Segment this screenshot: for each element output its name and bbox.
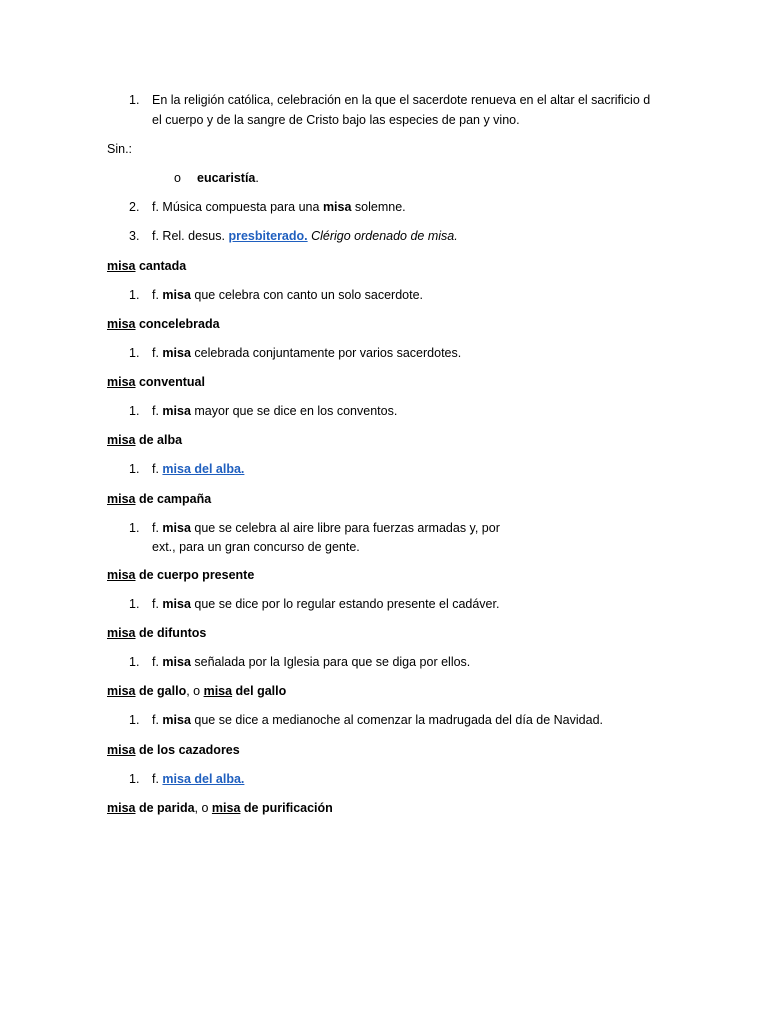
headword-link[interactable]: misa — [107, 317, 136, 331]
definition-text: el cuerpo y de la sangre de Cristo bajo las especies de pan y vino. — [152, 113, 520, 127]
headword-link[interactable]: misa — [107, 375, 136, 389]
headword-link[interactable]: misa — [107, 684, 136, 698]
list-number: 1. — [129, 93, 140, 107]
synonym-word: eucaristía — [197, 171, 256, 185]
headword-link[interactable]: misa — [107, 568, 136, 582]
misa-del-alba-link[interactable]: misa del alba. — [162, 462, 245, 476]
misa-del-alba-link[interactable]: misa del alba. — [162, 772, 245, 786]
headword-link[interactable]: misa — [203, 684, 233, 698]
document-page: 1. En la religión católica, celebración en la que el sacerdote renueva en el altar el sacrificio d el cuerpo y de la sangre de Cristo bajo las especies de pan y vino. Sin.: o eucaristía. 2. f. Música compuesta para una misa solemne. 3. f. Rel. desus. presbiterado. Clérigo ordenado de misa. misa cantada 1. f. misa que celebra con canto un solo sacerdote. misa concelebrada 1. f. misa celebrada conjuntamente por varios sacerdotes. misa conventual 1. f. misa mayor que se dice en los conventos. misa de alba 1. f. misa del alba. misa de campaña 1. f. misa que se celebra al aire libre para fuerzas armadas y, por ext., para un gran concurso de gente. misa de cuerpo presente 1. f. misa que se dice por lo regular estando presente el cadáver. misa de difuntos 1. f. misa señalada por la Iglesia para que se diga por ellos. misa de gallo, o misa del gallo 1. f. misa que se dice a medianoche al comenzar la madrugada del día de Navidad. misa de los cazadores 1. f. misa del alba. misa de parida, o misa de purificación — [107, 93, 651, 815]
headword-link[interactable]: misa — [107, 626, 136, 640]
headword-link[interactable]: misa — [211, 801, 241, 815]
definition-text: En la religión católica, celebración en la que el sacerdote renueva en el altar el sacrificio d — [152, 93, 651, 107]
list-number: 3. — [129, 229, 140, 243]
list-number: 2. — [129, 200, 140, 214]
headword-link[interactable]: misa — [107, 801, 136, 815]
headword-link[interactable]: misa — [107, 492, 136, 506]
presbiterado-link[interactable]: presbiterado. — [228, 229, 308, 243]
bullet-marker: o — [174, 171, 181, 185]
headword-link[interactable]: misa — [107, 433, 136, 447]
headword-link[interactable]: misa — [107, 259, 136, 273]
headword-link[interactable]: misa — [107, 743, 136, 757]
